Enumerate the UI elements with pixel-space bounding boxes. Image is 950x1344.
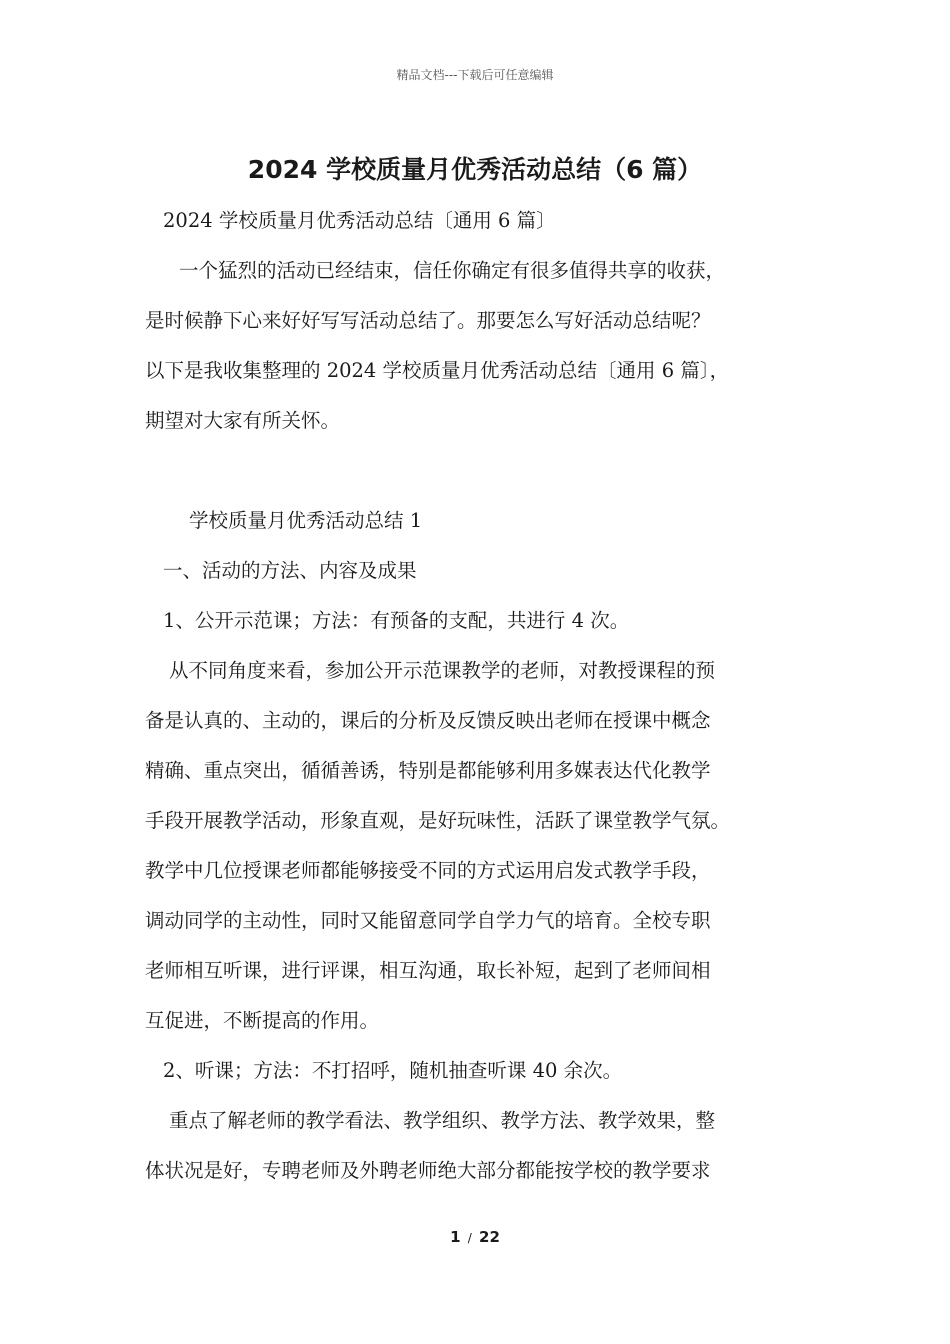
paragraph-line: 体状况是好，专聘老师及外聘老师绝大部分都能按学校的教学要求 xyxy=(145,1159,711,1182)
item-2: 2、听课；方法：不打招呼，随机抽查听课 40 余次。 xyxy=(163,1059,623,1082)
paragraph-line: 手段开展教学活动，形象直观，是好玩味性，活跃了课堂教学气氛。 xyxy=(145,809,731,832)
intro-line: 是时候静下心来好好写写活动总结了。那要怎么写好活动总结呢？ xyxy=(145,309,711,332)
paragraph-line: 从不同角度来看，参加公开示范课教学的老师，对教授课程的预 xyxy=(169,659,716,682)
intro-paragraph xyxy=(145,246,825,446)
paragraph-line: 精确、重点突出，循循善诱，特别是都能够利用多媒表达代化教学 xyxy=(145,759,711,782)
document-title: 2024 学校质量月优秀活动总结（6 篇） xyxy=(247,155,703,184)
paragraph-line: 重点了解老师的教学看法、教学组织、教学方法、教学效果，整 xyxy=(169,1109,716,1132)
paragraph-line: 教学中几位授课老师都能够接受不同的方式运用启发式教学手段， xyxy=(145,859,711,882)
section-1 xyxy=(145,496,825,1196)
paragraph-line: 调动同学的主动性，同时又能留意同学自学力气的培育。全校专职 xyxy=(145,909,711,932)
paragraph-line: 互促进，不断提高的作用。 xyxy=(145,1009,380,1032)
intro-line: 期望对大家有所关怀。 xyxy=(145,409,341,432)
page-current: 1 xyxy=(450,1228,461,1246)
page-total: 22 xyxy=(479,1228,500,1246)
document-body xyxy=(145,196,825,246)
paragraph-line: 备是认真的、主动的，课后的分析及反馈反映出老师在授课中概念 xyxy=(145,709,711,732)
section-title: 学校质量月优秀活动总结 1 xyxy=(189,509,423,532)
page-number xyxy=(0,1228,950,1246)
paragraph-line: 老师相互听课，进行评课，相互沟通，取长补短，起到了老师间相 xyxy=(145,959,711,982)
intro-line: 以下是我收集整理的 2024 学校质量月优秀活动总结〔通用 6 篇〕， xyxy=(145,359,730,382)
intro-line: 一个猛烈的活动已经结束，信任你确定有很多值得共享的收获， xyxy=(179,259,726,282)
page-header: 精品文档---下载后可任意编辑 xyxy=(396,68,554,82)
subtitle: 2024 学校质量月优秀活动总结〔通用 6 篇〕 xyxy=(163,209,556,232)
page-separator: / xyxy=(467,1231,472,1245)
item-1: 1、公开示范课；方法：有预备的支配，共进行 4 次。 xyxy=(163,609,630,632)
heading-1: 一、活动的方法、内容及成果 xyxy=(163,559,417,582)
